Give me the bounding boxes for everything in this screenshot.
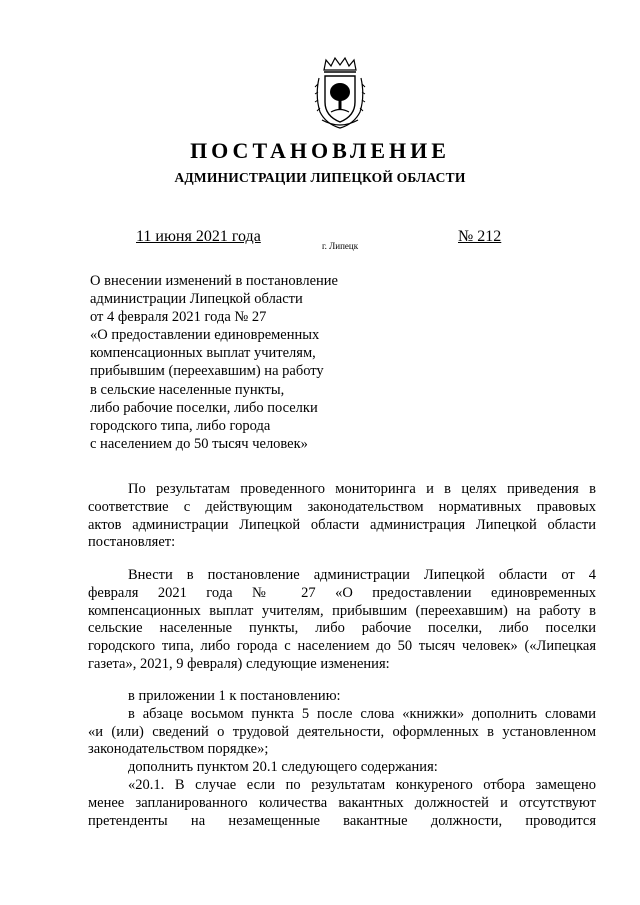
- subject-line: прибывшим (переехавшим) на работу: [90, 363, 324, 380]
- subject-line: администрации Липецкой области: [90, 291, 303, 308]
- subject-line: либо рабочие поселки, либо поселки: [90, 399, 318, 416]
- subject-heading: [90, 272, 390, 453]
- text-line: «20.1. В случае если по результатам конкуреного отбора замещено: [128, 776, 596, 793]
- document-place: г. Липецк: [322, 241, 359, 251]
- coat-of-arms-emblem: [314, 56, 366, 130]
- text-line: законодательством порядке»;: [88, 741, 269, 758]
- text-line: сельские населенные пункты, либо рабочие поселки, либо поселки: [88, 620, 596, 637]
- subject-line: в сельские населенные пункты,: [90, 381, 285, 398]
- text-line: «и (или) сведений о трудовой деятельности, оформленных в установленном: [88, 723, 596, 740]
- text-line: соответствие с действующим законодательством нормативных правовых: [88, 498, 596, 515]
- text-line: газета», 2021, 9 февраля) следующие изменения:: [88, 655, 390, 672]
- subject-line: с населением до 50 тысяч человек»: [90, 435, 308, 452]
- issuer-subtitle: АДМИНИСТРАЦИИ ЛИПЕЦКОЙ ОБЛАСТИ: [174, 170, 466, 185]
- subject-line: компенсационных выплат учителям,: [90, 345, 316, 362]
- resolution-paragraph: [88, 567, 596, 674]
- text-line: в приложении 1 к постановлению:: [128, 688, 341, 704]
- subject-line: «О предоставлении единовременных: [90, 327, 320, 344]
- preamble-paragraph: [88, 481, 596, 552]
- text-line: Внести в постановление администрации Липецкой области от 4: [128, 567, 596, 583]
- subject-line: городского типа, либо города: [90, 417, 271, 434]
- document-number: № 212: [458, 228, 502, 245]
- text-line: в абзаце восьмом пункта 5 после слова «книжки» дополнить словами: [128, 705, 596, 722]
- text-line: претенденты на незамещенные вакантные должности, проводится: [88, 812, 596, 829]
- changes-paragraph: [88, 688, 596, 830]
- subject-line: от 4 февраля 2021 года № 27: [90, 309, 267, 326]
- document-title: ПОСТАНОВЛЕНИЕ: [190, 138, 450, 163]
- text-line: менее запланированного количества вакантных должностей и отсутствуют: [88, 794, 596, 811]
- text-line: дополнить пунктом 20.1 следующего содержания:: [128, 759, 438, 776]
- text-line: компенсационных выплат учителям, прибывшим (переехавшим) на работу в: [88, 602, 596, 619]
- text-line: февраля 2021 года № 27 «О предоставлении единовременных: [88, 584, 596, 601]
- document-date: 11 июня 2021 года: [136, 228, 261, 245]
- text-line: постановляет:: [88, 534, 176, 551]
- text-line: По результатам проведенного мониторинга и в целях приведения в: [128, 481, 596, 497]
- text-line: актов администрации Липецкой области администрация Липецкой области: [88, 516, 596, 533]
- text-line: городского типа, либо города с населением до 50 тысяч человек» («Липецкая: [88, 638, 596, 655]
- subject-line: О внесении изменений в постановление: [90, 273, 338, 289]
